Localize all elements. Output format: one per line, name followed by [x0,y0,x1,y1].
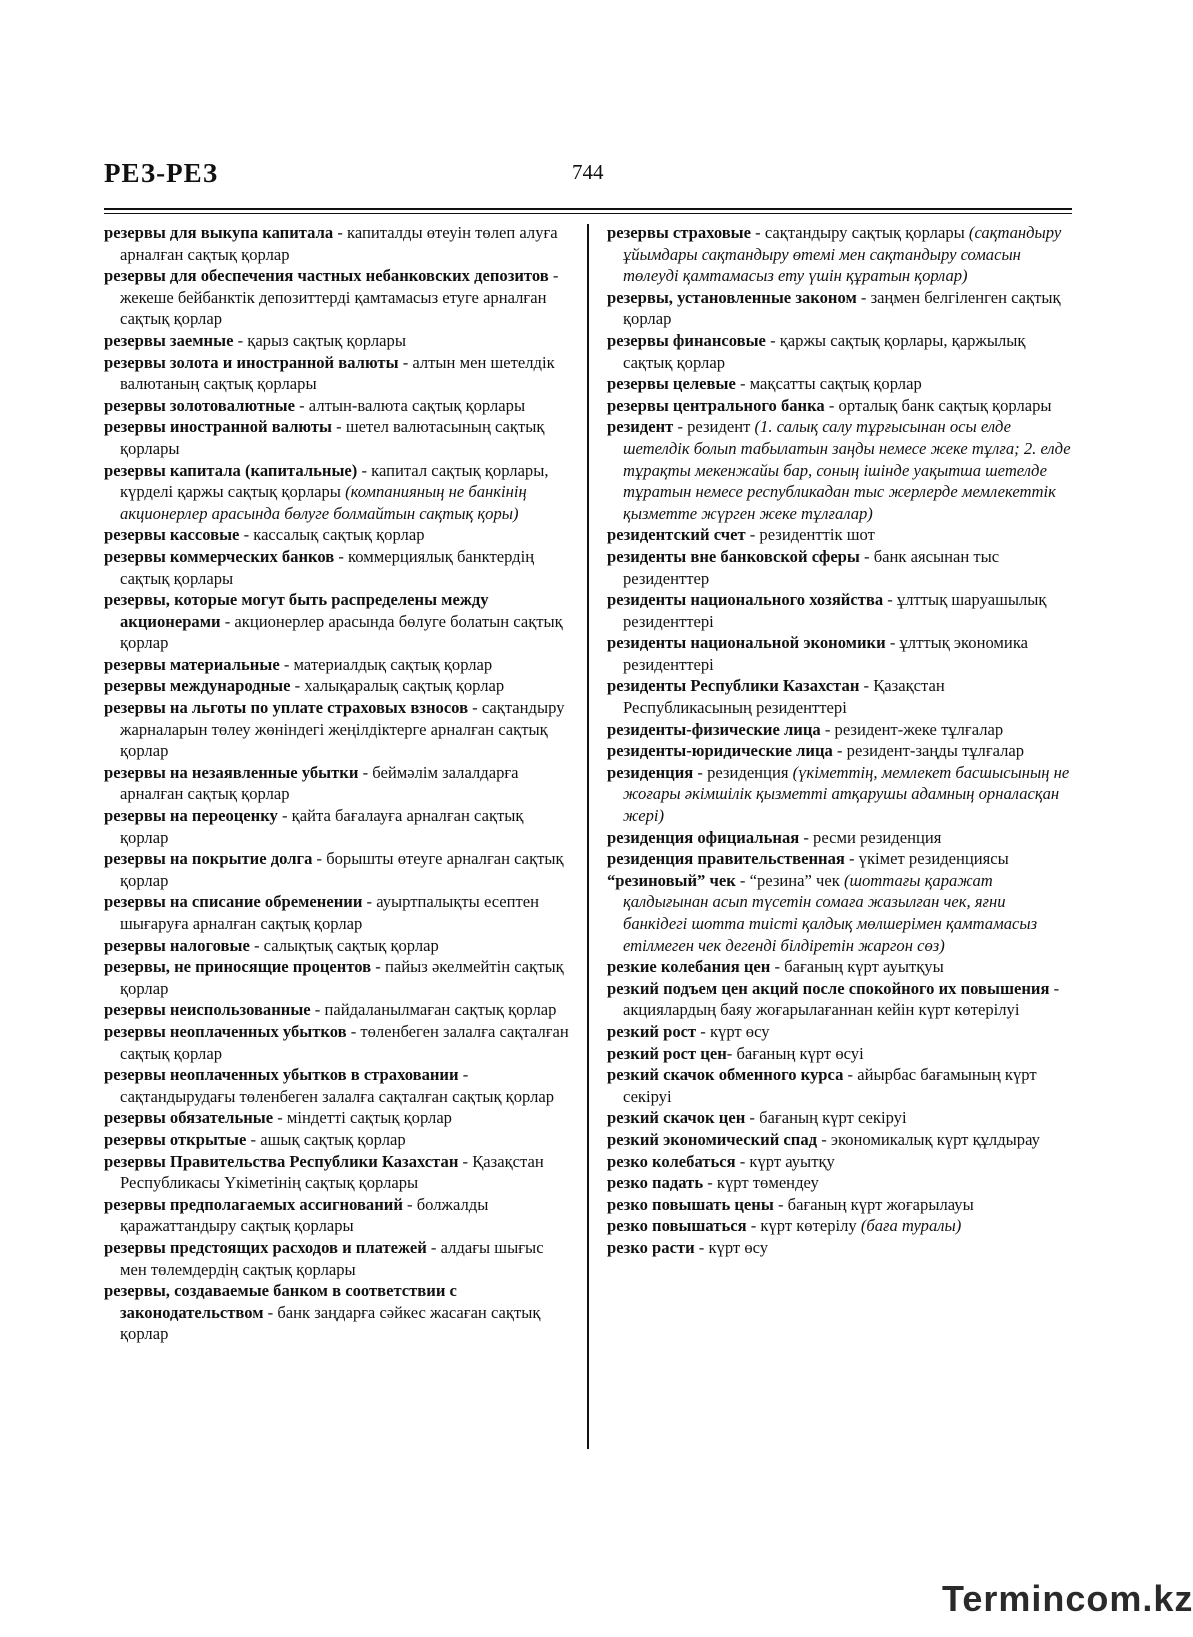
dictionary-entry [104,675,572,697]
dictionary-entry [607,1107,1073,1129]
entry-definition: - бағаның күрт жоғарылауы [773,1194,974,1214]
dictionary-entry [104,1107,572,1129]
entry-definition: - шетел валютасының сақтық қорлары [120,417,545,458]
entry-definition: - банк аясынан тыс резиденттер [623,546,1000,588]
entry-term: резервы финансовые [607,330,766,350]
entry-term: резервы международные [104,676,291,696]
entry-term: резервы на льготы по уплате страховых взносов [104,698,469,718]
dictionary-entry [607,719,1073,741]
dictionary-entry [104,1194,572,1237]
dictionary-entry [104,1151,572,1194]
dictionary-entry [104,395,572,417]
termincom-logo: Termincom.kz [942,1578,1193,1619]
entry-definition: - Қазақстан Республикасының резиденттері [623,676,945,718]
entry-term: резервы иностранной валюты [104,417,332,437]
entry-term: резервы на покрытие долга [104,849,313,869]
entry-definition: - үкімет резиденциясы [844,849,1009,869]
entry-definition: - резиденттік шот [745,525,875,545]
entry-definition: - ұлттық экономика резиденттері [623,633,1028,674]
entry-definition: - алдағы шығыс мен төлемдердің сақтық қорлары [120,1237,544,1279]
entry-term: резервы на незаявленные убытки [104,762,359,782]
entry-definition: - капитал сақтық қорлары, күрделі қаржы сақтық қорлары [120,460,549,502]
entry-note: (1. салық салу тұрғысынан осы елде шетелдік болып табылатын заңды немесе жеке тұлға; 2. елде тұрақты мекенжайы бар, соның ішінде уақытша шетелде тұратын немесе республикадан тыс жерлерде мемлекеттік қызметте жүрген жеке тұлғалар) [623,417,1071,523]
dictionary-entry [607,870,1073,956]
dictionary-entry [607,740,1073,762]
entry-term: резидентский счет [607,525,746,545]
dictionary-entry [104,1237,572,1280]
entry-term: резервы, не приносящие процентов [104,957,372,977]
dictionary-entry [607,632,1073,675]
dictionary-entry [607,1151,1073,1173]
dictionary-entry [104,935,572,957]
entry-term: резервы Правительства Республики Казахстан [104,1151,459,1171]
entry-term: резервы капитала (капитальные) [104,460,358,480]
dictionary-entry [104,1064,572,1107]
header-rule [104,208,1072,210]
dictionary-entry [104,891,572,934]
entry-term: резервы целевые [607,374,736,394]
entry-definition: - қайта бағалауға арналған сақтық қорлар [120,806,524,847]
dictionary-entry [607,827,1073,849]
dictionary-entry [607,373,1073,395]
dictionary-entry [607,1215,1073,1237]
right-column [607,222,1073,1259]
entry-term: резервы материальные [104,654,280,674]
entry-definition: - акционерлер арасында бөлуге болатын сақтық қорлар [120,611,563,653]
entry-term: резиденты национальной экономики [607,633,886,653]
entry-term: резервы предполагаемых ассигнований [104,1194,403,1214]
entry-term: резкий подъем цен акций после спокойного их повышения [607,978,1050,998]
entry-term: резервы предстоящих расходов и платежей [104,1237,427,1257]
entry-term: резидент [607,417,674,437]
dictionary-entry [607,1237,1073,1259]
dictionary-entry [104,999,572,1021]
entry-term: резкий рост [607,1021,697,1041]
entry-term: резко колебаться [607,1151,736,1171]
dictionary-entry [607,1129,1073,1151]
entry-definition: - ұлттық шаруашылық резиденттері [623,590,1047,631]
dictionary-entry [104,848,572,891]
entry-note: (компанияның не банкінің акционерлер арасында бөлуге болмайтын сақтық қоры) [120,482,527,523]
entry-term: резко повышаться [607,1216,747,1236]
dictionary-entry [607,675,1073,718]
entry-definition: - пайыз әкелмейтін сақтық қорлар [120,957,564,998]
dictionary-entry [607,848,1073,870]
entry-definition: - коммерциялық банктердің сақтық қорлары [120,546,535,588]
entry-term: резервы кассовые [104,525,240,545]
page-header-title: РЕЗ-РЕЗ [104,158,219,188]
entry-definition: - “резина” чек [735,870,844,890]
entry-note: (баға туралы) [860,1216,962,1236]
entry-definition: - күрт өсу [694,1237,769,1257]
entry-definition: - жекеше бейбанктік депозиттерді қамтамасыз етуге арналған сақтық қорлар [120,266,559,329]
entry-definition: - болжалды қаражаттандыру сақтық қорлары [120,1194,489,1236]
entry-definition: - алтын-валюта сақтық қорлары [294,395,526,415]
dictionary-entry [104,265,572,330]
dictionary-entry [607,1043,1073,1065]
dictionary-entry [104,546,572,589]
dictionary-entry [607,956,1073,978]
dictionary-entry [607,1021,1073,1043]
dictionary-entry [607,978,1073,1021]
dictionary-entry [607,1064,1073,1107]
entry-definition: - айырбас бағамының күрт секіруі [623,1065,1037,1106]
entry-definition: - орталық банк сақтық қорлары [824,395,1052,415]
entry-term: резервы страховые [607,223,751,242]
entry-definition: - заңмен белгіленген сақтық қорлар [623,287,1061,329]
dictionary-entry [104,1021,572,1064]
column-divider [587,224,589,1449]
entry-term: резиденты-юридические лица [607,741,833,761]
entry-definition: - материалдық сақтық қорлар [279,654,493,674]
dictionary-entry [607,416,1073,524]
entry-term: резервы для обеспечения частных небанковских депозитов [104,266,549,286]
entry-term: резервы, создаваемые банком в соответствии с законодательством [104,1281,457,1322]
entry-definition: - пайдаланылмаған сақтық қорлар [310,1000,557,1020]
entry-term: резиденты-физические лица [607,719,821,739]
entry-term: резервы золота и иностранной валюты [104,352,399,372]
entry-term: резервы заемные [104,330,234,350]
entry-definition: - ресми резиденция [799,827,942,847]
entry-term: резервы неоплаченных убытков [104,1021,347,1041]
entry-definition: - Қазақстан Республикасы Үкіметінің сақтық қорлары [120,1151,544,1193]
entry-definition: - төленбеген залалға сақталған сақтық қорлар [120,1021,569,1063]
entry-note: (сақтандыру ұйымдары сақтандыру өтемі мен сақтандыру сомасын төлеуді қамтамасыз ету үшін құратын қорлар) [623,223,1062,286]
dictionary-entry [607,1194,1073,1216]
entry-definition: - қаржы сақтық қорлары, қаржылық сақтық қорлар [623,330,1026,372]
entry-definition: - мақсатты сақтық қорлар [735,374,922,394]
dictionary-entry [104,762,572,805]
entry-term: резервы, установленные законом [607,287,857,307]
entry-term: резиденты вне банковской сферы [607,546,860,566]
entry-definition: - банк заңдарға сәйкес жасаған сақтық қорлар [120,1302,541,1344]
entry-definition: - резиденция [693,762,793,782]
entry-term: резервы открытые [104,1129,247,1149]
entry-term: резко расти [607,1237,695,1257]
entry-definition: - бағаның күрт ауытқуы [770,957,944,977]
header-rule-thin [104,213,1072,214]
entry-definition: - сақтандыру жарналарын төлеу жөніндегі жеңілдіктерге арналған сақтық қорлар [120,698,565,761]
entry-definition: - күрт өсу [696,1021,770,1041]
entry-term: резервы на списание обременении [104,892,363,912]
dictionary-entry [104,1280,572,1345]
left-column [104,222,572,1345]
entry-definition: - беймәлім залалдарға арналған сақтық қорлар [120,762,519,804]
dictionary-entry [607,222,1073,287]
entry-note: (шоттағы қаражат қалдығынан асып түсетін сомаға жазылған чек, яғни банкідегі шотта тиісті қалдық мөлшерімен қамтамасыз етілмеген чек дегенді білдіретін жаргон сөз) [623,870,1038,955]
entry-definition: - экономикалық күрт құлдырау [817,1129,1040,1149]
dictionary-entry [607,524,1073,546]
entry-definition: - халықаралық сақтық қорлар [290,676,505,696]
entry-term: резкий экономический спад [607,1129,818,1149]
entry-definition: - бағаның күрт өсуі [726,1043,864,1063]
dictionary-entry [607,395,1073,417]
dictionary-entry [104,222,572,265]
dictionary-entry [104,697,572,762]
entry-term: резиденты Республики Казахстан [607,676,860,696]
entry-definition: - күрт ауытқу [735,1151,835,1171]
entry-definition: - борышты өтеуге арналған сақтық қорлар [120,849,564,890]
dictionary-entry [104,805,572,848]
entry-term: резкий скачок обменного курса [607,1065,844,1085]
entry-term: резервы неоплаченных убытков в страховании [104,1065,459,1085]
entry-term: резиденция официальная [607,827,800,847]
entry-definition: - ашық сақтық қорлар [246,1129,406,1149]
dictionary-entry [104,1129,572,1151]
entry-term: резко падать [607,1173,704,1193]
entry-definition: - күрт көтерілу [746,1216,861,1236]
entry-definition: - кассалық сақтық қорлар [239,525,425,545]
entry-note: (үкіметтің, мемлекет басшысының не жоғары әкімшілік қызметті атқарушы адамның орналасқан жері) [623,762,1070,826]
entry-definition: - алтын мен шетелдік валютаның сақтық қорлары [120,352,555,394]
entry-definition: - акциялардың баяу жоғарылағаннан кейін күрт көтерілуі [623,978,1060,1020]
dictionary-entry [607,330,1073,373]
dictionary-entry [607,762,1073,827]
entry-definition: - міндетті сақтық қорлар [273,1108,452,1128]
entry-definition: - резидент-жеке тұлғалар [820,719,1004,739]
entry-term: “резиновый” чек [607,870,736,890]
entry-definition: - резидент-заңды тұлғалар [832,741,1025,761]
entry-term: резиденты национального хозяйства [607,590,884,610]
dictionary-entry [104,654,572,676]
dictionary-entry [607,287,1073,330]
dictionary-entry [104,460,572,525]
entry-term: резиденция [607,762,694,782]
dictionary-entry [104,589,572,654]
entry-definition: - сақтандыру сақтық қорлары [751,223,969,242]
dictionary-entry [104,330,572,352]
entry-term: резервы золотовалютные [104,395,295,415]
entry-definition: - сақтандырудағы төленбеген залалға сақталған сақтық қорлар [120,1065,555,1106]
dictionary-entry [607,546,1073,589]
entry-term: резкий рост цен [607,1043,727,1063]
entry-definition: - ауыртпалықты есептен шығаруға арналған сақтық қорлар [120,892,540,933]
entry-definition: - қарыз сақтық қорлары [233,330,406,350]
entry-term: резервы коммерческих банков [104,546,335,566]
entry-term: резкие колебания цен [607,957,771,977]
entry-definition: - капиталды өтеуін төлеп алуға арналған сақтық қорлар [120,223,558,264]
entry-definition: - бағаның күрт секіруі [745,1108,907,1128]
entry-term: резкий скачок цен [607,1108,746,1128]
entry-term: резервы для выкупа капитала [104,223,334,242]
entry-term: резко повышать цены [607,1194,774,1214]
entry-term: резервы центрального банка [607,395,825,415]
entry-definition: - резидент [673,417,755,437]
entry-definition: - салықтық сақтық қорлар [249,935,439,955]
dictionary-entry [607,1172,1073,1194]
dictionary-entry [607,589,1073,632]
entry-term: резервы обязательные [104,1108,274,1128]
entry-term: резервы, которые могут быть распределены между акционерами [104,590,489,631]
entry-definition: - күрт төмендеу [703,1173,819,1193]
page-number: 744 [572,160,604,184]
entry-term: резервы на переоценку [104,806,278,826]
entry-term: резиденция правительственная [607,849,845,869]
entry-term: резервы налоговые [104,935,250,955]
dictionary-entry [104,352,572,395]
dictionary-entry [104,524,572,546]
dictionary-entry [104,416,572,459]
dictionary-entry [104,956,572,999]
entry-term: резервы неиспользованные [104,1000,311,1020]
